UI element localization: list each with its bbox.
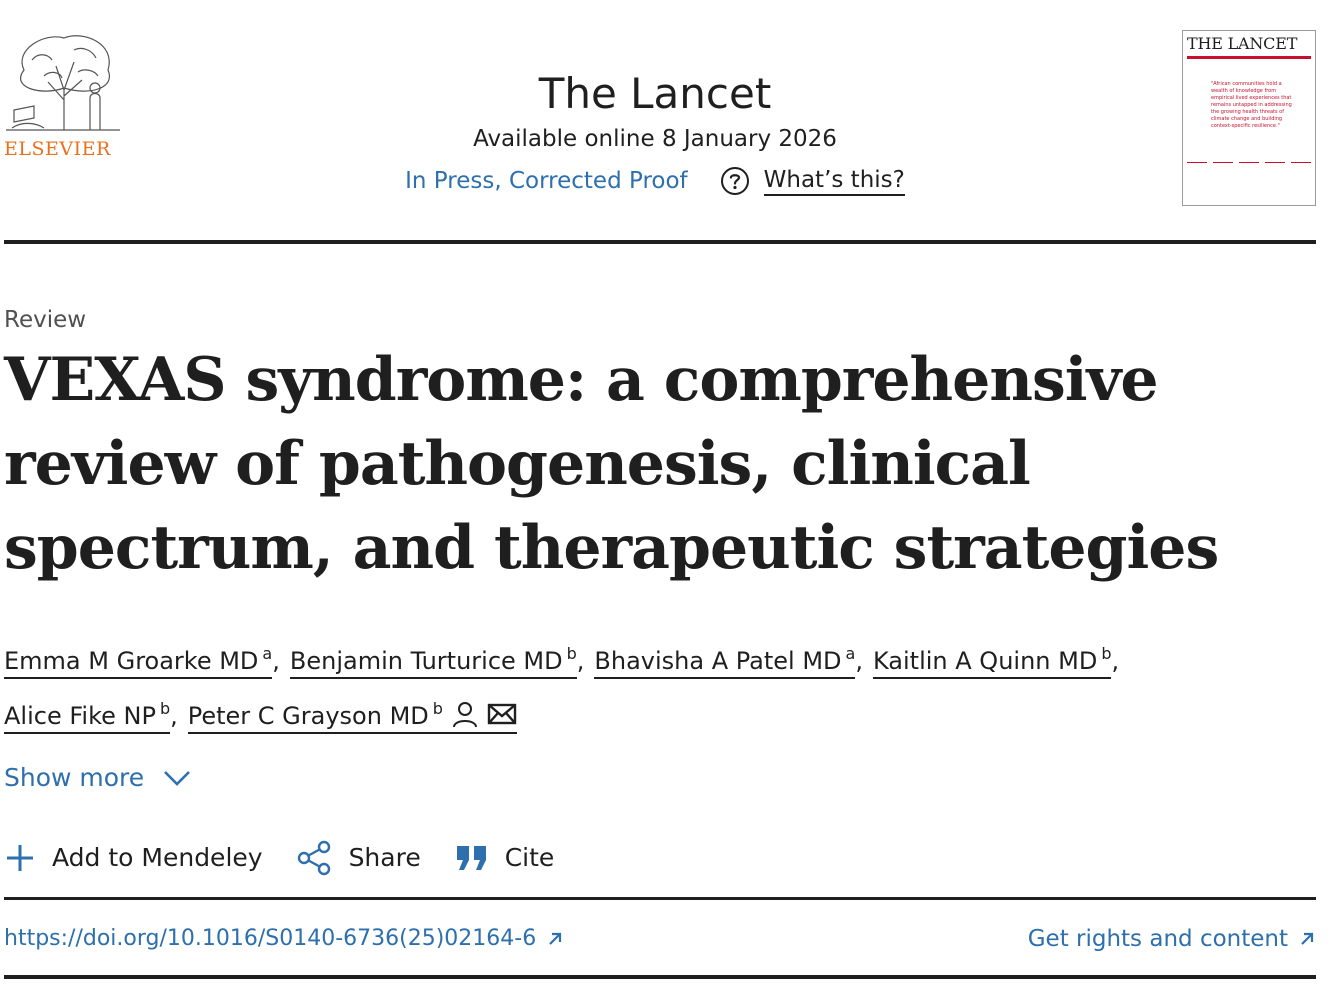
elsevier-logo[interactable] <box>4 30 122 162</box>
cite-label: Cite <box>504 843 555 872</box>
external-link-icon <box>546 930 564 948</box>
person-icon <box>451 700 479 728</box>
article-actions <box>4 838 588 878</box>
show-more-label: Show more <box>4 763 145 792</box>
in-press-link[interactable]: In Press, Corrected Proof <box>405 168 688 194</box>
cover-contents <box>1187 162 1311 174</box>
add-to-mendeley-button[interactable] <box>4 838 263 878</box>
header-divider <box>4 240 1316 244</box>
article-type: Review <box>4 307 87 333</box>
author-link[interactable]: Alice Fike NP $^b$ <box>4 702 170 734</box>
publisher-name: ELSEVIER <box>4 138 111 160</box>
cover-bar <box>1187 56 1311 59</box>
whats-this-link[interactable]: What’s this? <box>764 166 905 196</box>
external-link-icon <box>1298 930 1316 948</box>
rights-and-content-link[interactable] <box>1028 922 1316 956</box>
rights-label: Get rights and content <box>1027 926 1288 952</box>
share-icon <box>297 840 333 876</box>
journal-info <box>340 66 970 198</box>
tree-logo-icon <box>4 30 122 132</box>
article-title: VEXAS syndrome: a comprehensive review of pathogenesis, clinical spectrum, and therapeutic strategies <box>4 345 1219 583</box>
footer-divider <box>4 975 1316 979</box>
mendeley-label: Add to Mendeley <box>52 843 263 872</box>
author-link[interactable]: Kaitlin A Quinn MD $^b$ <box>873 647 1112 679</box>
journal-cover-thumbnail[interactable] <box>1182 30 1316 206</box>
author-link[interactable]: Bhavisha A Patel MD $^a$ <box>594 647 855 679</box>
cite-button[interactable] <box>455 838 555 878</box>
author-link[interactable]: Emma M Groarke MD $^a$ <box>4 647 272 679</box>
article-status-row <box>340 164 970 198</box>
plus-icon <box>4 842 36 874</box>
show-more-button[interactable] <box>4 760 192 796</box>
cover-title: THE LANCET <box>1187 34 1298 53</box>
author-list: Emma M Groarke MD $^a$, Benjamin Turturice MD $^b$, Bhavisha A Patel MD $^a$, Kaitlin A Quinn MD $^b$, Alice Fike NP $^b$, Peter C Grayson MD $^b$ <box>4 630 1314 740</box>
journal-title[interactable]: The Lancet <box>538 69 772 118</box>
doi-link[interactable] <box>4 922 564 956</box>
share-label: Share <box>348 843 421 872</box>
share-button[interactable] <box>297 838 421 878</box>
email-icon <box>487 702 517 726</box>
actions-divider <box>4 897 1316 900</box>
corresponding-author-link[interactable]: Peter C Grayson MD $^b$ <box>188 702 517 734</box>
author-link[interactable]: Benjamin Turturice MD $^b$ <box>290 647 577 679</box>
question-circle-icon[interactable] <box>720 166 750 196</box>
chevron-down-icon <box>162 768 192 788</box>
cover-quote: "African communities hold a wealth of knowledge from empirical lived experiences that remains untapped in addressing the growing health threats of climate change and building context-specific resilience." <box>1211 81 1292 129</box>
doi-label: https://doi.org/10.1016/S0140-6736(25)02164-6 <box>4 926 537 951</box>
quote-icon <box>455 844 489 872</box>
available-online-date: Available online 8 January 2026 <box>473 126 837 152</box>
